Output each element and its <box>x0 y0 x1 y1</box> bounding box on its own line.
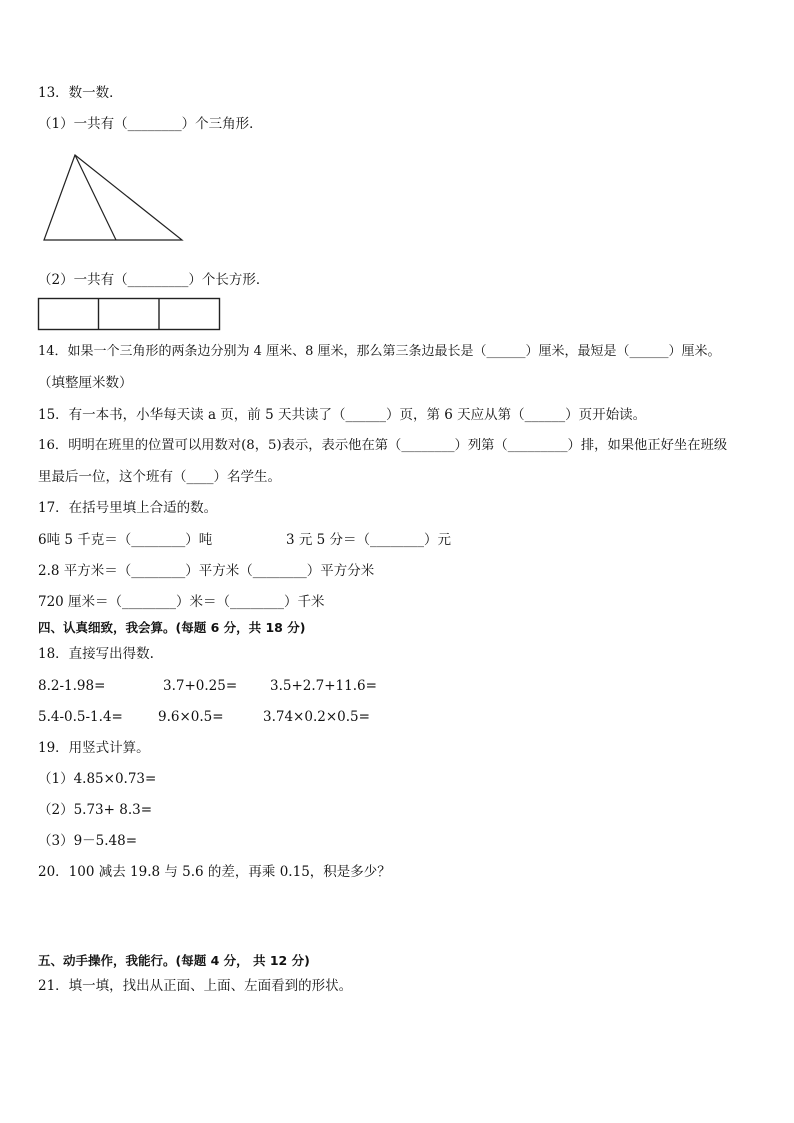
q15-text: 15．有一本书，小华每天读 a 页，前 5 天共读了（______）页，第 6 天应从第（______）页开始读。 <box>38 407 647 423</box>
q13-title: 13．数一数． <box>38 85 123 101</box>
q21-text: 21．填一填，找出从正面、上面、左面看到的形状。 <box>38 978 353 994</box>
q14-note: （填整厘米数） <box>38 375 133 391</box>
q17-item-c: 2.8 平方米＝（________）平方米（________）平方分米 <box>38 563 375 579</box>
q18-item-e: 9.6×0.5= <box>158 709 224 725</box>
q17-title: 17．在括号里填上合适的数。 <box>38 500 218 516</box>
q17-item-a: 6吨 5 千克＝（________）吨 <box>38 532 213 548</box>
q13-part1: （1）一共有（________）个三角形． <box>38 116 263 132</box>
q13-part2: （2）一共有（_________）个长方形． <box>38 272 270 288</box>
section-5-heading: 五、动手操作，我能行。(每题 4 分， 共 12 分) <box>38 953 310 968</box>
section-4-heading: 四、认真细致，我会算。(每题 6 分，共 18 分) <box>38 620 306 635</box>
q19-part1: （1）4.85×0.73= <box>38 771 157 787</box>
q20-text: 20．100 减去 19.8 与 5.6 的差，再乘 0.15，积是多少？ <box>38 864 391 880</box>
q19-part2: （2）5.73+ 8.3= <box>38 802 153 818</box>
triangle-figure <box>38 148 198 248</box>
q17-item-d: 720 厘米＝（________）米＝（________）千米 <box>38 594 325 610</box>
q17-item-b: 3 元 5 分＝（________）元 <box>286 532 452 548</box>
q19-part3: （3）9－5.48= <box>38 833 138 849</box>
q18-item-b: 3.7+0.25= <box>163 678 238 694</box>
q14-text: 14．如果一个三角形的两条边分别为 4 厘米、8 厘米，那么第三条边最长是（______）厘米，最短是（______）厘米。 <box>38 344 721 359</box>
q18-item-a: 8.2-1.98= <box>38 678 106 694</box>
q19-title: 19．用竖式计算。 <box>38 740 150 756</box>
q16-text: 16．明明在班里的位置可以用数对(8，5)表示，表示他在第（________）列第（_________）排，如果他正好坐在班级 <box>38 438 728 453</box>
q16-continued: 里最后一位，这个班有（____）名学生。 <box>38 469 281 485</box>
q18-item-c: 3.5+2.7+11.6= <box>270 678 377 694</box>
q18-item-f: 3.74×0.2×0.5= <box>263 709 370 725</box>
q18-item-d: 5.4-0.5-1.4= <box>38 709 123 725</box>
rectangles-figure <box>37 297 223 333</box>
q18-title: 18．直接写出得数. <box>38 646 154 662</box>
